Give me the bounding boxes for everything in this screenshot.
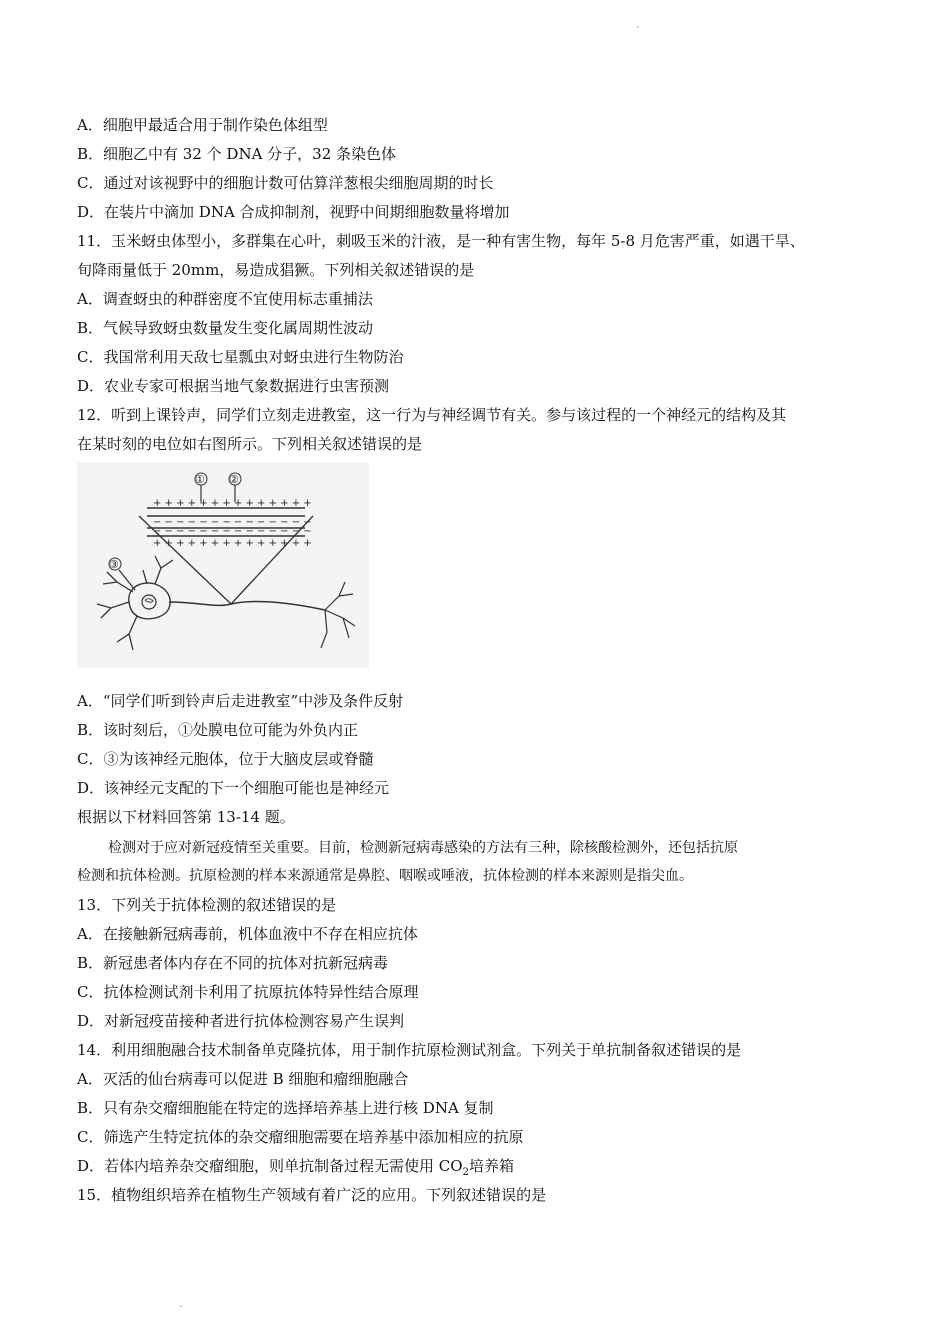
- q10-option-b: B．细胞乙中有 32 个 DNA 分子，32 条染色体: [77, 145, 397, 163]
- q12-option-d: D．该神经元支配的下一个细胞可能也是神经元: [77, 779, 390, 797]
- q12-option-c: C．③为该神经元胞体，位于大脑皮层或脊髓: [77, 750, 374, 768]
- q15-stem: 15．植物组织培养在植物生产领域有着广泛的应用。下列叙述错误的是: [77, 1186, 547, 1204]
- q12-stem-line1: 12．听到上课铃声，同学们立刻走进教室，这一行为与神经调节有关。参与该过程的一个神经元的结构及其: [77, 406, 787, 424]
- q14-option-d-suffix: 培养箱: [468, 1157, 514, 1175]
- nucleolus: [145, 599, 153, 603]
- q14-option-c: C．筛选产生特定抗体的杂交瘤细胞需要在培养基中添加相应的抗原: [77, 1128, 524, 1146]
- charge-row-inner-bottom: − − − − − − − − − − − − − −: [153, 526, 312, 537]
- scan-speck: [637, 26, 639, 28]
- q10-option-c: C．通过对该视野中的细胞计数可估算洋葱根尖细胞周期的时长: [77, 174, 494, 192]
- charge-row-outer-top: + + + + + + + + + + + + + +: [153, 498, 312, 509]
- neuron-diagram: [77, 462, 369, 668]
- q14-stem: 14．利用细胞融合技术制备单克隆抗体，用于制作抗原检测试剂盒。下列关于单抗制备叙述错误的是: [77, 1041, 742, 1059]
- q11-option-a: A．调查蚜虫的种群密度不宜使用标志重捕法: [77, 290, 373, 308]
- q13-option-c: C．抗体检测试剂卡利用了抗原抗体特异性结合原理: [77, 983, 419, 1001]
- q14-option-b: B．只有杂交瘤细胞能在特定的选择培养基上进行核 DNA 复制: [77, 1099, 494, 1117]
- passage-line2: 检测和抗体检测。抗原检测的样本来源通常是鼻腔、咽喉或唾液，抗体检测的样本来源则是指尖血。: [77, 868, 693, 884]
- q13-stem: 13．下列关于抗体检测的叙述错误的是: [77, 896, 337, 914]
- material-intro: 根据以下材料回答第 13-14 题。: [77, 808, 295, 826]
- q13-option-b: B．新冠患者体内存在不同的抗体对抗新冠病毒: [77, 954, 389, 972]
- neuron-figure: [77, 462, 369, 668]
- label-2: ②: [229, 473, 239, 486]
- q11-option-c: C．我国常利用天敌七星瓢虫对蚜虫进行生物防治: [77, 348, 404, 366]
- q12-stem-line2: 在某时刻的电位如右图所示。下列相关叙述错误的是: [77, 435, 423, 453]
- charge-row-inner-top: − − − − − − − − − − − − − −: [153, 517, 312, 528]
- q12-option-a: A．“同学们听到铃声后走进教室”中涉及条件反射: [77, 692, 404, 710]
- q11-option-d: D．农业专家可根据当地气象数据进行虫害预测: [77, 377, 390, 395]
- passage-line1: 检测对于应对新冠疫情至关重要。目前，检测新冠病毒感染的方法有三种，除核酸检测外，还包括抗原: [108, 840, 738, 856]
- charge-row-outer-bottom: + + + + + + + + + + + + + +: [153, 538, 312, 549]
- q12-option-b: B．该时刻后，①处膜电位可能为外负内正: [77, 721, 359, 739]
- scan-speck: [180, 1305, 182, 1307]
- label-1: ①: [195, 473, 205, 486]
- label-3-arrow: [119, 570, 135, 590]
- axon: [169, 602, 325, 610]
- axon-terminals: [321, 582, 355, 648]
- q14-option-d: [77, 1156, 514, 1183]
- q10-option-a: A．细胞甲最适合用于制作染色体组型: [77, 116, 328, 134]
- q11-stem-line2: 旬降雨量低于 20mm，易造成猖獗。下列相关叙述错误的是: [77, 261, 475, 279]
- q11-stem-line1: 11．玉米蚜虫体型小，多群集在心叶，刺吸玉米的汁液，是一种有害生物，每年 5-8 月危害严重，如遇干旱、: [77, 232, 805, 250]
- q10-option-d: D．在装片中滴加 DNA 合成抑制剂，视野中间期细胞数量将增加: [77, 203, 510, 221]
- q14-option-d-subscript: 2: [462, 1167, 469, 1178]
- q13-option-d: D．对新冠疫苗接种者进行抗体检测容易产生误判: [77, 1012, 405, 1030]
- cell-body: [129, 583, 170, 619]
- q13-option-a: A．在接触新冠病毒前，机体血液中不存在相应抗体: [77, 925, 418, 943]
- label-3: ③: [109, 558, 119, 571]
- q14-option-a: A．灭活的仙台病毒可以促进 B 细胞和瘤细胞融合: [77, 1070, 409, 1088]
- q11-option-b: B．气候导致蚜虫数量发生变化属周期性波动: [77, 319, 374, 337]
- q14-option-d-prefix: D．若体内培养杂交瘤细胞，则单抗制备过程无需使用 CO: [77, 1157, 463, 1175]
